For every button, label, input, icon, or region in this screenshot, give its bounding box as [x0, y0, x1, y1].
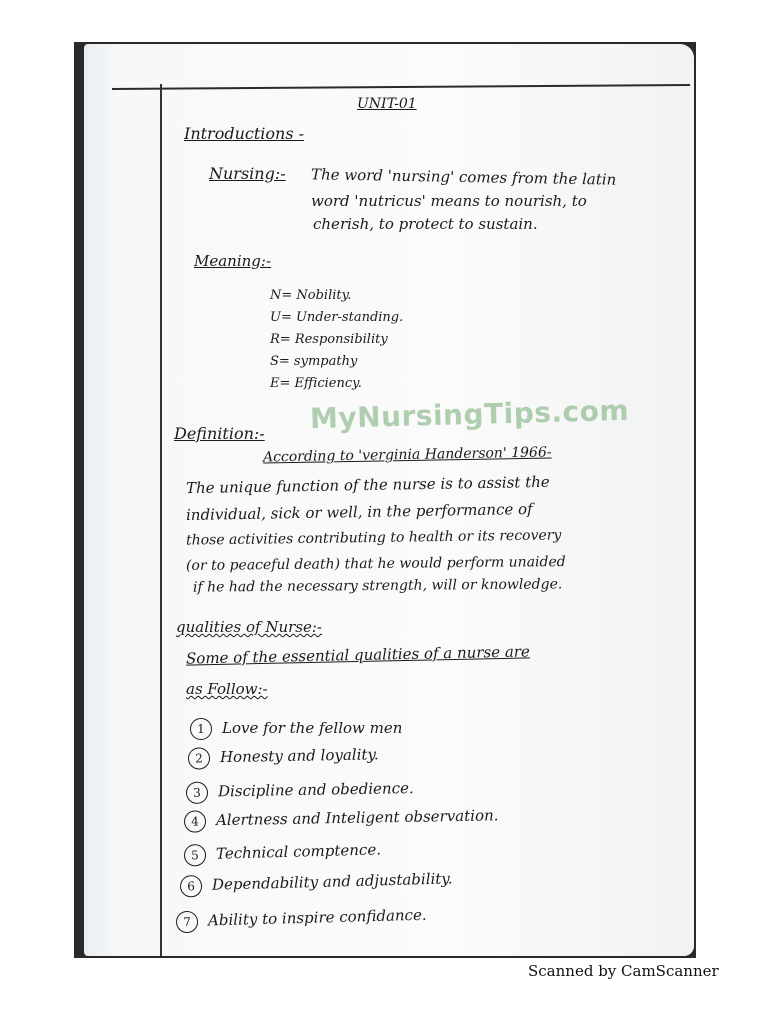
- qualities-intro-line-2: as Follow:-: [186, 680, 268, 698]
- margin-line: [160, 84, 162, 956]
- quality-text: Honesty and loyality.: [219, 745, 379, 767]
- definition-line-1: The unique function of the nurse is to assist the: [185, 472, 550, 498]
- definition-line-4: (or to peaceful death) that he would perform unaided: [185, 554, 566, 574]
- quality-number: 2: [188, 747, 210, 769]
- quality-number: 7: [176, 911, 199, 934]
- quality-number: 6: [180, 875, 203, 898]
- quality-item: [188, 744, 379, 769]
- definition-line-2: individual, sick or well, in the performance of: [185, 499, 533, 525]
- quality-number: 1: [190, 718, 212, 740]
- quality-number: 3: [186, 782, 208, 804]
- nursing-line-1: The word 'nursing' comes from the latin: [310, 165, 617, 189]
- quality-item: [186, 778, 414, 804]
- meaning-item-u: U= Under-standing.: [270, 310, 404, 325]
- definition-source: According to 'verginia Handerson' 1966-: [262, 444, 552, 466]
- nursing-line-2: word 'nutricus' means to nourish, to: [311, 192, 587, 210]
- meaning-heading: Meaning:-: [194, 252, 272, 270]
- quality-item: [190, 718, 402, 740]
- quality-number: 5: [184, 844, 207, 867]
- quality-text: Love for the fellow men: [222, 719, 403, 737]
- quality-text: Discipline and obedience.: [217, 779, 414, 801]
- watermark: MyNursingTips.com: [309, 393, 630, 436]
- qualities-intro-line-1: Some of the essential qualities of a nurse are: [185, 642, 531, 668]
- meaning-item-r: R= Responsibility: [270, 332, 388, 347]
- nursing-label: Nursing:-: [209, 164, 286, 183]
- definition-heading: Definition:-: [174, 424, 265, 443]
- quality-text: Technical comptence.: [215, 840, 382, 863]
- qualities-heading: qualities of Nurse:-: [176, 618, 322, 636]
- introduction-heading: Introductions -: [184, 124, 305, 143]
- camscanner-footer: Scanned by CamScanner: [528, 962, 719, 980]
- quality-text: Ability to inspire confidance.: [207, 905, 427, 930]
- unit-title: UNIT-01: [357, 96, 417, 112]
- meaning-item-s: S= sympathy: [270, 354, 358, 369]
- quality-number: 4: [184, 810, 206, 832]
- meaning-item-e: E= Efficiency.: [270, 376, 362, 391]
- definition-line-3: those activities contributing to health or its recovery: [185, 527, 562, 549]
- meaning-item-n: N= Nobility.: [270, 288, 352, 303]
- definition-line-5: if he had the necessary strength, will or knowledge.: [192, 576, 563, 596]
- nursing-line-3: cherish, to protect to sustain.: [313, 215, 538, 233]
- quality-text: Dependability and adjustability.: [211, 869, 453, 894]
- quality-text: Alertness and Inteligent observation.: [215, 806, 499, 830]
